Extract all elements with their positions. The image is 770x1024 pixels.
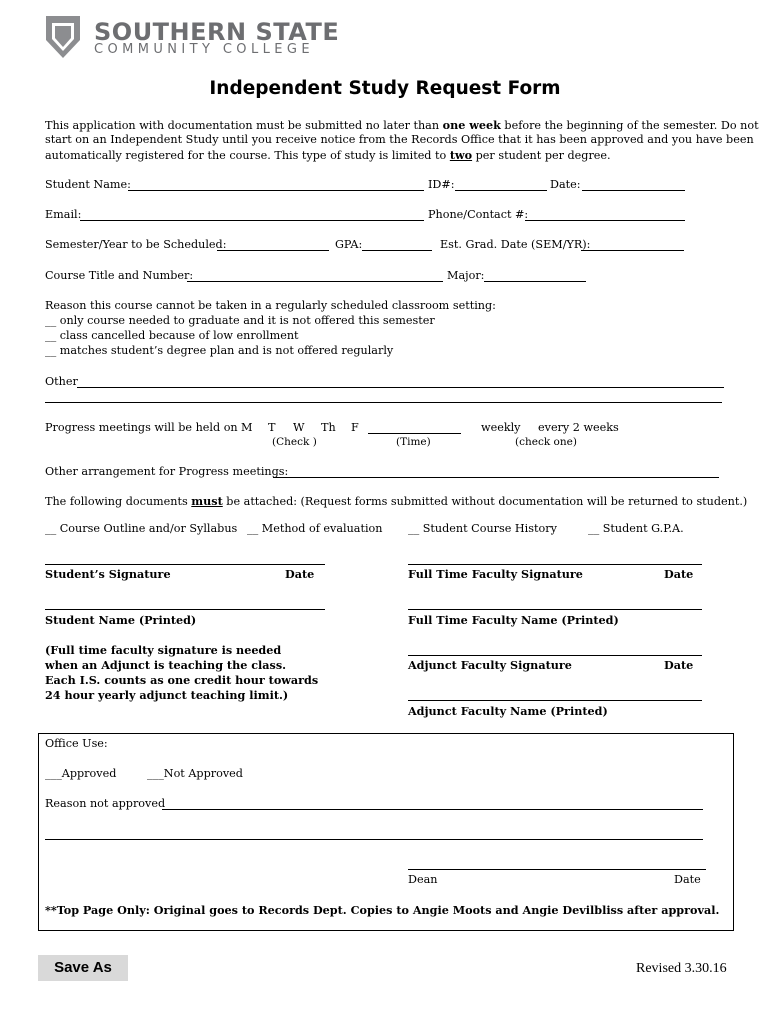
approved-option[interactable]: ___Approved — [45, 767, 117, 780]
reason-not-approved-field[interactable] — [162, 809, 703, 810]
major-field[interactable] — [484, 281, 586, 282]
student-signature-line[interactable] — [45, 564, 325, 565]
progress-label: Progress meetings will be held on — [45, 421, 238, 434]
reason-heading: Reason this course cannot be taken in a regularly scheduled classroom setting: — [45, 299, 496, 312]
check-note: (Check ) — [272, 436, 317, 448]
doc-course-history[interactable]: __ Student Course History — [408, 522, 557, 535]
other-label: Other — [45, 375, 78, 388]
office-use-heading: Office Use: — [45, 737, 108, 750]
intro-line-1: This application with documentation must be submitted no later than one week before the beginning of the semester. Do not — [45, 118, 759, 132]
day-thursday[interactable]: Th — [321, 421, 336, 434]
time-field[interactable] — [368, 433, 461, 434]
college-logo-shield-icon — [44, 14, 82, 60]
faculty-name-printed-line[interactable] — [408, 609, 702, 610]
dean-date-label: Date — [674, 873, 701, 886]
adjunct-note-line-4: 24 hour yearly adjunct teaching limit.) — [45, 688, 289, 702]
reason-option-1[interactable]: __ only course needed to graduate and it is not offered this semester — [45, 314, 435, 327]
student-date-label: Date — [285, 567, 315, 581]
reason-not-approved-line-2[interactable] — [45, 839, 703, 840]
day-wednesday[interactable]: W — [293, 421, 305, 434]
student-name-field[interactable] — [128, 190, 424, 191]
check-one-note: (check one) — [515, 436, 577, 448]
gpa-field[interactable] — [362, 250, 432, 251]
email-field[interactable] — [80, 220, 424, 221]
day-friday[interactable]: F — [351, 421, 359, 434]
other-arrangement-label: Other arrangement for Progress meetings: — [45, 465, 289, 478]
doc-method-evaluation[interactable]: __ Method of evaluation — [247, 522, 383, 535]
day-monday[interactable]: M — [241, 421, 253, 434]
intro-line-3: automatically registered for the course. This type of study is limited to two per student per degree. — [45, 148, 611, 162]
gpa-label: GPA: — [335, 238, 363, 251]
adjunct-date-label: Date — [664, 658, 694, 672]
day-tuesday[interactable]: T — [268, 421, 276, 434]
major-label: Major: — [447, 269, 485, 282]
grad-date-field[interactable] — [581, 250, 684, 251]
adjunct-note-line-3: Each I.S. counts as one credit hour towards — [45, 673, 319, 687]
course-title-field[interactable] — [187, 281, 443, 282]
adjunct-name-printed-line[interactable] — [408, 700, 702, 701]
office-footnote: **Top Page Only: Original goes to Records Dept. Copies to Angie Moots and Angie Devilbliss after approval. — [45, 903, 720, 917]
intro-line-2: start on an Independent Study until you receive notice from the Records Office that it has been approved and you have been — [45, 133, 754, 146]
other-arrangement-field[interactable] — [273, 477, 719, 478]
reason-option-2[interactable]: __ class cancelled because of low enrollment — [45, 329, 299, 342]
phone-field[interactable] — [525, 220, 685, 221]
form-title: Independent Study Request Form — [209, 78, 561, 99]
date-label: Date: — [550, 178, 581, 191]
other-field[interactable] — [77, 387, 724, 388]
adjunct-note-line-2: when an Adjunct is teaching the class. — [45, 658, 287, 672]
grad-date-label: Est. Grad. Date (SEM/YR): — [440, 238, 591, 251]
college-name: SOUTHERN STATE — [94, 18, 340, 46]
dean-signature-line[interactable] — [408, 869, 706, 870]
reason-not-approved-label: Reason not approved — [45, 797, 166, 810]
student-signature-label: Student’s Signature — [45, 567, 171, 581]
other-field-line-2[interactable] — [45, 402, 722, 403]
adjunct-signature-label: Adjunct Faculty Signature — [408, 658, 572, 672]
adjunct-name-printed-label: Adjunct Faculty Name (Printed) — [408, 704, 608, 718]
save-as-button[interactable]: Save As — [38, 955, 128, 981]
every-2-weeks-option[interactable]: every 2 weeks — [538, 421, 619, 434]
email-label: Email: — [45, 208, 82, 221]
student-name-printed-label: Student Name (Printed) — [45, 613, 197, 627]
revised-date: Revised 3.30.16 — [636, 961, 727, 976]
time-note: (Time) — [396, 436, 431, 448]
doc-student-gpa[interactable]: __ Student G.P.A. — [588, 522, 684, 535]
id-label: ID#: — [428, 178, 455, 191]
adjunct-signature-line[interactable] — [408, 655, 702, 656]
date-field[interactable] — [582, 190, 685, 191]
reason-option-3[interactable]: __ matches student’s degree plan and is not offered regularly — [45, 344, 394, 357]
college-subtitle: COMMUNITY COLLEGE — [94, 42, 314, 57]
faculty-signature-line[interactable] — [408, 564, 702, 565]
semester-field[interactable] — [217, 250, 329, 251]
not-approved-option[interactable]: ___Not Approved — [147, 767, 243, 780]
course-title-label: Course Title and Number: — [45, 269, 194, 282]
student-name-printed-line[interactable] — [45, 609, 325, 610]
faculty-name-printed-label: Full Time Faculty Name (Printed) — [408, 613, 619, 627]
faculty-date-label: Date — [664, 567, 694, 581]
documents-heading: The following documents must be attached: (Request forms submitted without documentation will be returned to student.) — [45, 494, 748, 508]
id-field[interactable] — [455, 190, 547, 191]
phone-label: Phone/Contact #: — [428, 208, 529, 221]
adjunct-note-line-1: (Full time faculty signature is needed — [45, 643, 282, 657]
office-use-box — [38, 733, 734, 931]
doc-course-outline[interactable]: __ Course Outline and/or Syllabus — [45, 522, 238, 535]
faculty-signature-label: Full Time Faculty Signature — [408, 567, 583, 581]
semester-label: Semester/Year to be Scheduled: — [45, 238, 227, 251]
dean-label: Dean — [408, 873, 438, 886]
student-name-label: Student Name: — [45, 178, 131, 191]
weekly-option[interactable]: weekly — [481, 421, 521, 434]
